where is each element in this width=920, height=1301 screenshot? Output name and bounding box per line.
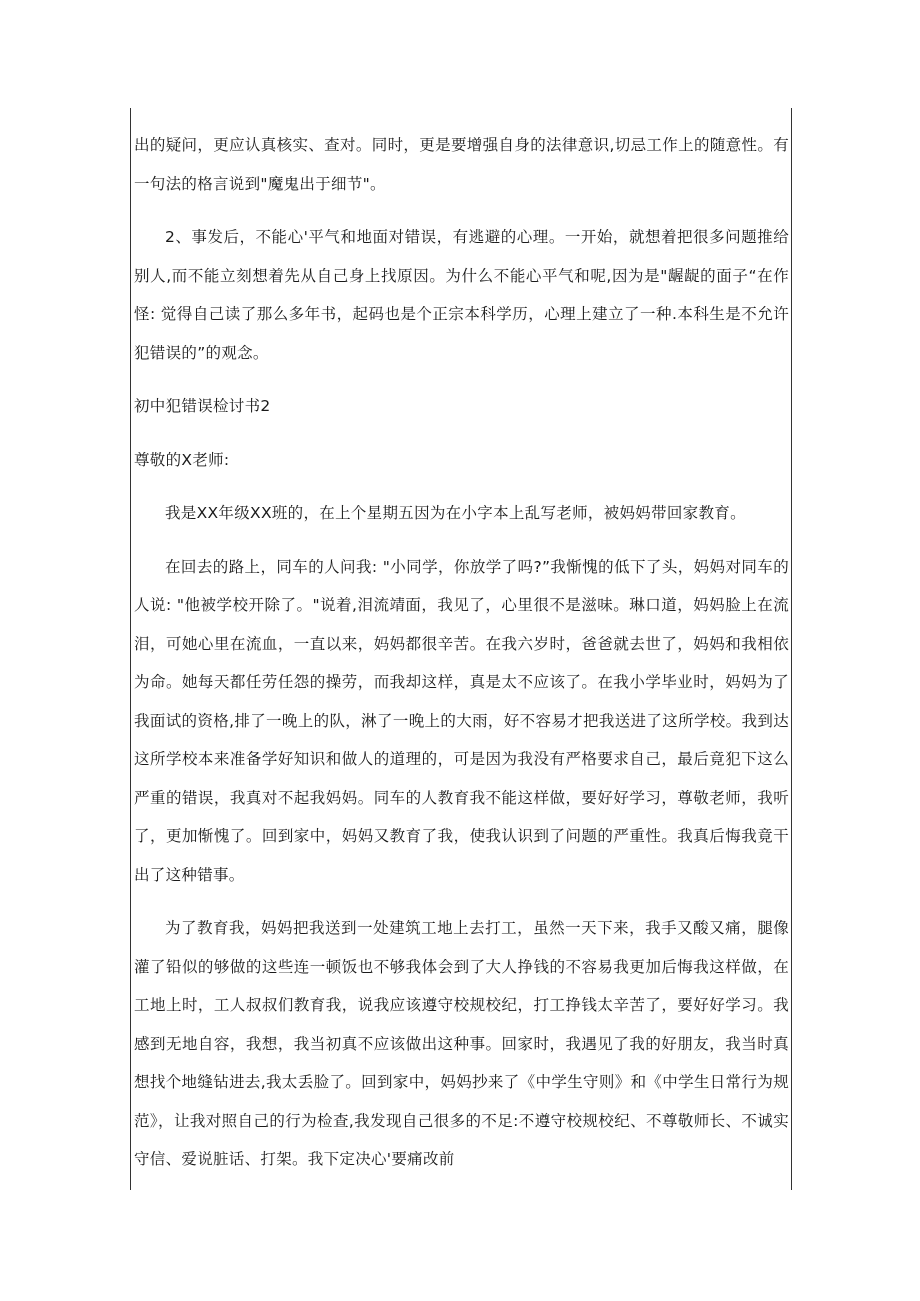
- paragraph-on-the-way-home: 在回去的路上，同车的人问我: "小同学，你放学了吗?”我惭愧的低下了头，妈妈对同车的人说: "他被学校开除了。"说着,泪流靖面，我见了，心里很不是滋味。琳口道，妈妈脸上在流泪，可她心里在流血，一直以来，妈妈都很辛苦。在我六岁时，爸爸就去世了，妈妈和我相依为命。她每天都任劳任怨的操劳，而我却这样，真是太不应该了。在我小学毕业时，妈妈为了我面试的资格,排了一晚上的队，淋了一晚上的大雨，好不容易才把我送进了这所学校。我到达这所学校本来准备学好知识和做人的道理的，可是因为我没有严格要求自己，最后竟犯下这么严重的错误，我真对不起我妈妈。同车的人教育我不能这样做，要好好学习，尊敬老师，我听了，更加惭愧了。回到家中，妈妈又教育了我，使我认识到了问题的严重性。我真后悔我竟干出了这种错事。: [134, 557, 789, 884]
- paragraph-avoidance: 2、事发后，不能心'平气和地面对错误，有逃避的心理。一开始，就想着把很多问题推给别人,而不能立刻想着先从自己身上找原因。为什么不能心平气和呢,因为是"龌龊的面子“在作怪: 觉得自己读了那么多年书，起码也是个正宗本科学历，心理上建立了一种.本科生是不允许犯错误的”的观念。: [134, 228, 789, 362]
- document-title: 初中犯错误检讨书2: [134, 397, 271, 415]
- salutation: 尊敬的X老师:: [134, 450, 230, 469]
- document-body: [134, 126, 789, 1194]
- right-margin-rule: [791, 108, 792, 1190]
- paragraph-intro: 我是XX年级XX班的，在上个星期五因为在小字本上乱写老师，被妈妈带回家教育。: [165, 504, 746, 522]
- paragraph-construction-work: 为了教育我，妈妈把我送到一处建筑工地上去打工，虽然一天下来，我手又酸又痛，腿像灌了铅似的够做的这些连一顿饭也不够我体会到了大人挣钱的不容易我更加后悔我这样做，在工地上时，工人叔叔们教育我，说我应该遵守校规校纪，打工挣钱太辛苦了，要好好学习。我感到无地自容，我想，我当初真不应该做出这种事。回家时，我遇见了我的好朋友，我当时真想找个地缝钻进去,我太丢脸了。回到家中，妈妈抄来了《中学生守则》和《中学生日常行为规范》，让我对照自己的行为检查,我发现自己很多的不足:不遵守校规校纪、不尊敬师长、不诚实守信、爱说脏话、打架。我下定决心'要痛改前: [134, 919, 789, 1168]
- left-margin-rule: [130, 108, 131, 1190]
- paragraph-legal-awareness: 出的疑问，更应认真核实、查对。同时，更是要增强自身的法律意识,切忌工作上的随意性。有一句法的格言说到"魔鬼出于细节"。: [134, 136, 789, 193]
